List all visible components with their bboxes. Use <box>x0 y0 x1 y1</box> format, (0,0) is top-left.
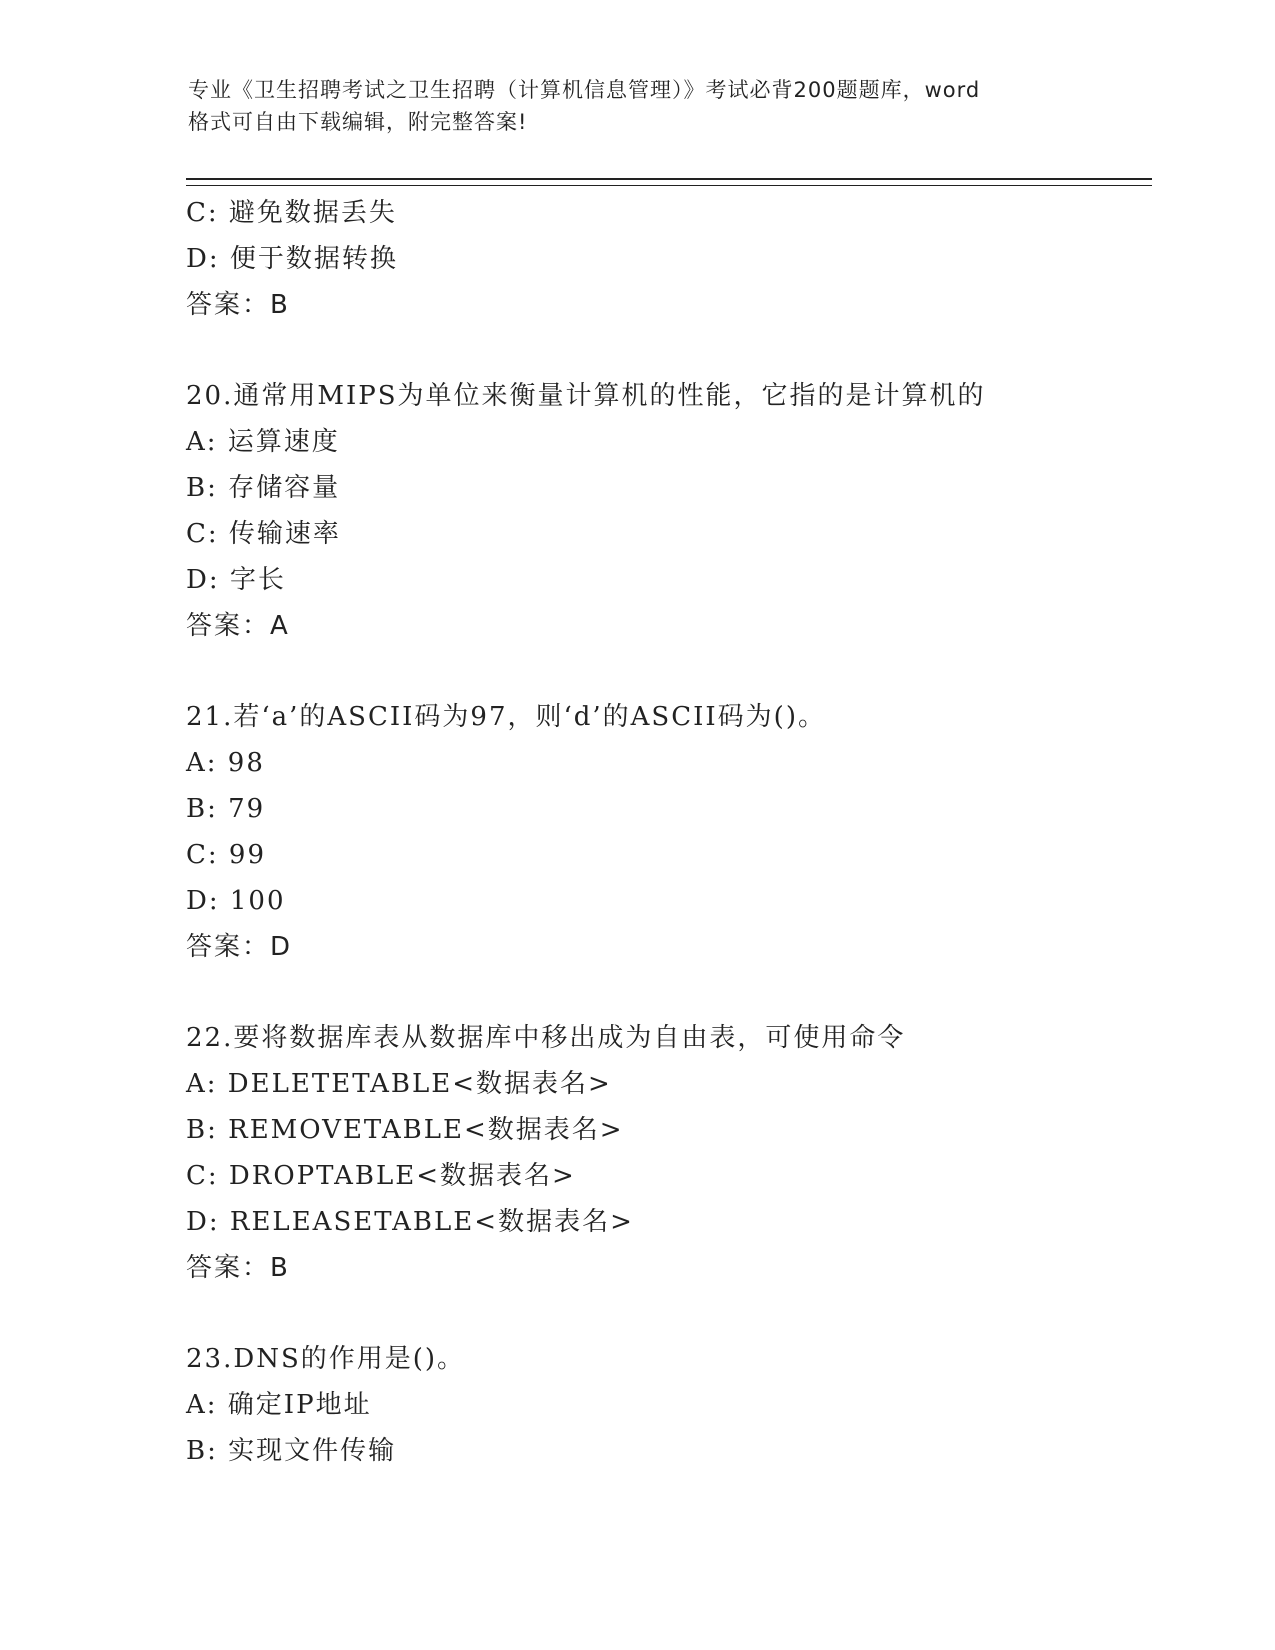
question-stem: 22.要将数据库表从数据库中移出成为自由表，可使用命令 <box>186 1023 906 1053</box>
option-c: C: DROPTABLE<数据表名> <box>186 1161 576 1191</box>
option-d: D: 字长 <box>186 565 286 595</box>
option-a: A: DELETETABLE<数据表名> <box>186 1069 612 1099</box>
option-c: C: 避免数据丢失 <box>186 198 397 228</box>
spacer <box>186 970 1146 1015</box>
question-stem: 20.通常用MIPS为单位来衡量计算机的性能，它指的是计算机的 <box>186 381 986 411</box>
header-divider <box>186 178 1152 186</box>
question-stem: 23.DNS的作用是()。 <box>186 1344 466 1374</box>
option-a: A: 确定IP地址 <box>186 1390 372 1420</box>
option-b: B: REMOVETABLE<数据表名> <box>186 1115 624 1145</box>
question-continuation <box>186 190 1146 328</box>
question-stem: 21.若‘a’的ASCII码为97，则‘d’的ASCII码为()。 <box>186 702 826 732</box>
option-b: B: 79 <box>186 794 266 824</box>
spacer <box>186 1291 1146 1336</box>
answer-line: 答案：B <box>186 290 290 320</box>
question-item <box>186 1015 1146 1291</box>
question-item <box>186 694 1146 970</box>
question-item <box>186 1336 1146 1474</box>
document-header <box>188 74 1088 138</box>
option-c: C: 传输速率 <box>186 519 341 549</box>
question-list <box>186 190 1146 1474</box>
option-d: D: 100 <box>186 886 286 916</box>
answer-line: 答案：B <box>186 1253 290 1283</box>
answer-line: 答案：D <box>186 932 293 962</box>
option-d: D: RELEASETABLE<数据表名> <box>186 1207 634 1237</box>
option-a: A: 运算速度 <box>186 427 340 457</box>
header-title-line-1: 专业《卫生招聘考试之卫生招聘（计算机信息管理）》考试必背200题题库，word <box>188 78 981 102</box>
option-a: A: 98 <box>186 748 265 778</box>
option-b: B: 实现文件传输 <box>186 1436 397 1466</box>
header-title-line-2: 格式可自由下载编辑，附完整答案! <box>188 110 528 134</box>
answer-line: 答案：A <box>186 611 290 641</box>
spacer <box>186 649 1146 694</box>
option-d: D: 便于数据转换 <box>186 244 398 274</box>
option-c: C: 99 <box>186 840 267 870</box>
option-b: B: 存储容量 <box>186 473 341 503</box>
question-item <box>186 373 1146 649</box>
spacer <box>186 328 1146 373</box>
